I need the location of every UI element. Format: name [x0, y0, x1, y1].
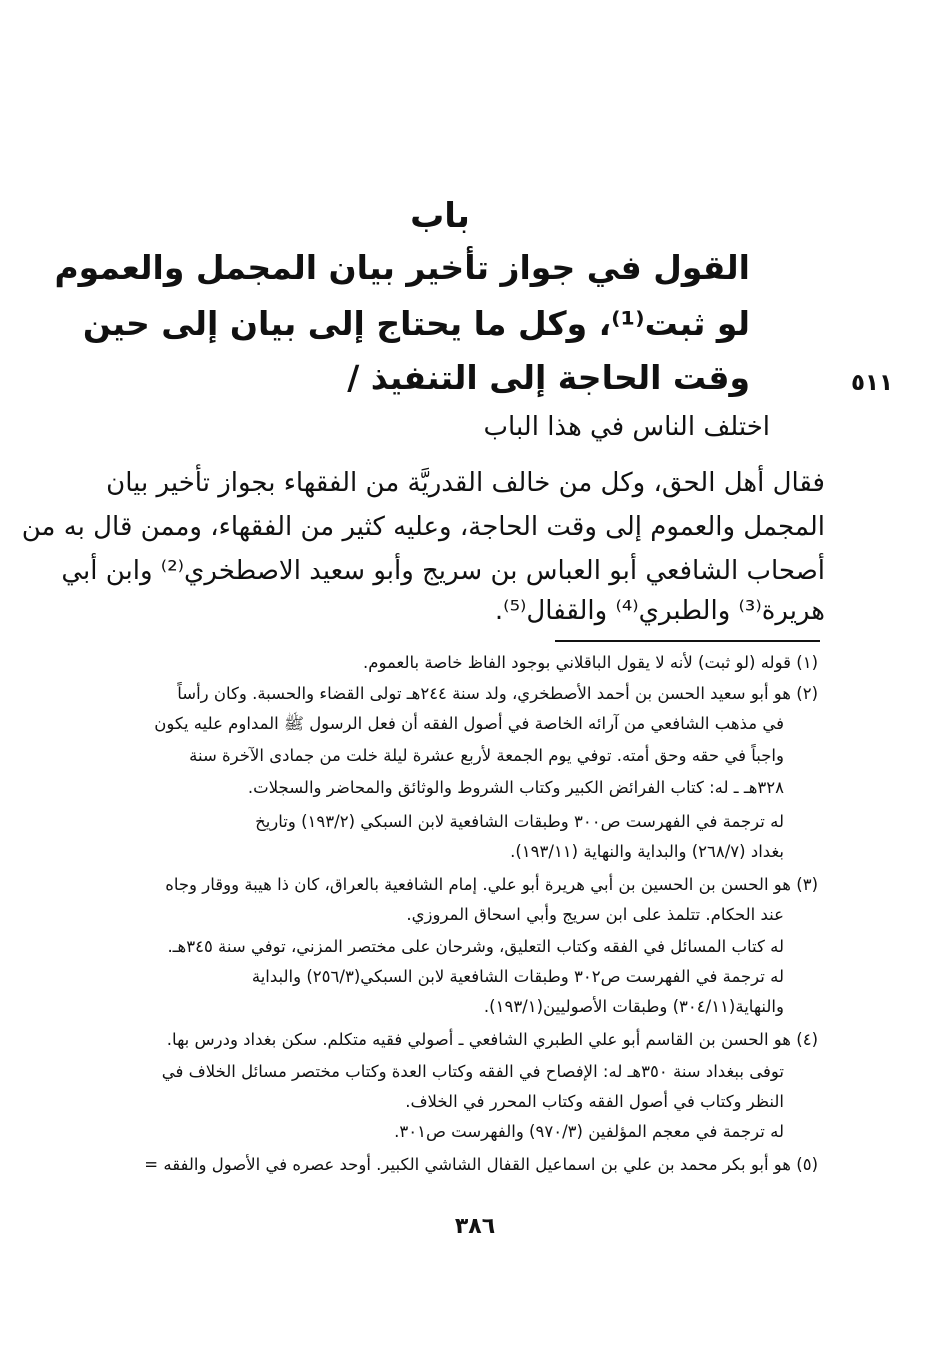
footnote-1: (١) قوله (لو ثبت) لأنه لا يقول الباقلاني بوجود الفاظ خاصة بالعموم. [363, 653, 818, 672]
page-number: ٣٨٦ [454, 1214, 496, 1239]
footnote-line: له ترجمة في الفهرست ص٣٠٢ وطبقات الشافعية لابن السبكي(٢٥٦/٣) والبداية [251, 967, 784, 986]
body-line: هريرة⁽³⁾ والطبري⁽⁴⁾ والقفال⁽⁵⁾. [494, 596, 825, 626]
body-line: أصحاب الشافعي أبو العباس بن سريج وأبو سعيد الاصطخري⁽²⁾ وابن أبي [61, 556, 825, 586]
footnote-line: له ترجمة في الفهرست ص٣٠٠ وطبقات الشافعية لابن السبكي (١٩٣/٢) وتاريخ [255, 812, 784, 831]
footnote-line: عند الحكام. تتلمذ على ابن سريج وأبي اسحاق المروزي. [406, 905, 784, 924]
footnote-line: بغداد (٢٦٨/٧) والبداية والنهاية (١٩٣/١١). [510, 842, 784, 861]
footnote-3: (٣) هو الحسن بن الحسين بن أبي هريرة أبو علي. إمام الشافعية بالعراق، كان ذا هيبة ووقار وجاه [165, 875, 818, 894]
footnote-line: له كتاب المسائل في الفقه وكتاب التعليق، وشرحان على مختصر المزني، توفي سنة ٣٤٥هـ. [167, 937, 784, 956]
footnote-line: والنهاية(٣٠٤/١١) وطبقات الأصوليين(١٩٣/١). [483, 997, 784, 1016]
chapter-title-line-2: لو ثبت⁽¹⁾، وكل ما يحتاج إلى بيان إلى حين [82, 304, 750, 343]
footnote-2: (٢) هو أبو سعيد الحسن بن أحمد الأصطخري، ولد سنة ٢٤٤هـ تولى القضاء والحسبة. وكان رأساً [177, 684, 818, 703]
margin-page-reference: ٥١١ [850, 370, 894, 396]
footnote-line: النظر وكتاب في أصول الفقه وكتاب المحرر في الخلاف. [405, 1092, 784, 1111]
footnote-line: واجباً في حقه وحق أمته. توفي يوم الجمعة لأربع عشرة ليلة خلت من جمادى الآخرة سنة [189, 746, 784, 765]
footnote-line: ٣٢٨هـ ـ له: كتاب الفرائض الكبير وكتاب الشروط والوثائق والمحاضر والسجلات. [247, 778, 784, 797]
body-line: المجمل والعموم إلى وقت الحاجة، وعليه كثير من الفقهاء، وممن قال به من [21, 512, 825, 542]
footnote-5: (٥) هو أبو بكر محمد بن علي بن اسماعيل القفال الشاشي الكبير. أوحد عصره في الأصول والفقه = [144, 1155, 818, 1174]
footnote-line: توفى ببغداد سنة ٣٥٠هـ له: الإفصاح في الفقه وكتاب العدة وكتاب مختصر مسائل الخلاف في [161, 1062, 784, 1081]
chapter-title-line-3: وقت الحاجة إلى التنفيذ / [347, 358, 750, 397]
intro-line: اختلف الناس في هذا الباب [483, 412, 770, 442]
chapter-title-line-1: القول في جواز تأخير بيان المجمل والعموم [54, 248, 750, 287]
footnote-separator [555, 640, 820, 642]
chapter-label: باب [410, 196, 470, 236]
footnote-line: في مذهب الشافعي من آرائه الخاصة في أصول الفقه أن فعل الرسول ﷺ المداوم عليه يكون [154, 714, 784, 733]
body-line: فقال أهل الحق، وكل من خالف القدريَّة من الفقهاء بجواز تأخير بيان [106, 468, 825, 498]
footnote-line: له ترجمة في معجم المؤلفين (٩٧٠/٣) والفهرست ص٣٠١. [394, 1122, 784, 1141]
footnote-4: (٤) هو الحسن بن القاسم أبو علي الطبري الشافعي ـ أصولي فقيه متكلم. سكن بغداد ودرس بها. [166, 1030, 818, 1049]
